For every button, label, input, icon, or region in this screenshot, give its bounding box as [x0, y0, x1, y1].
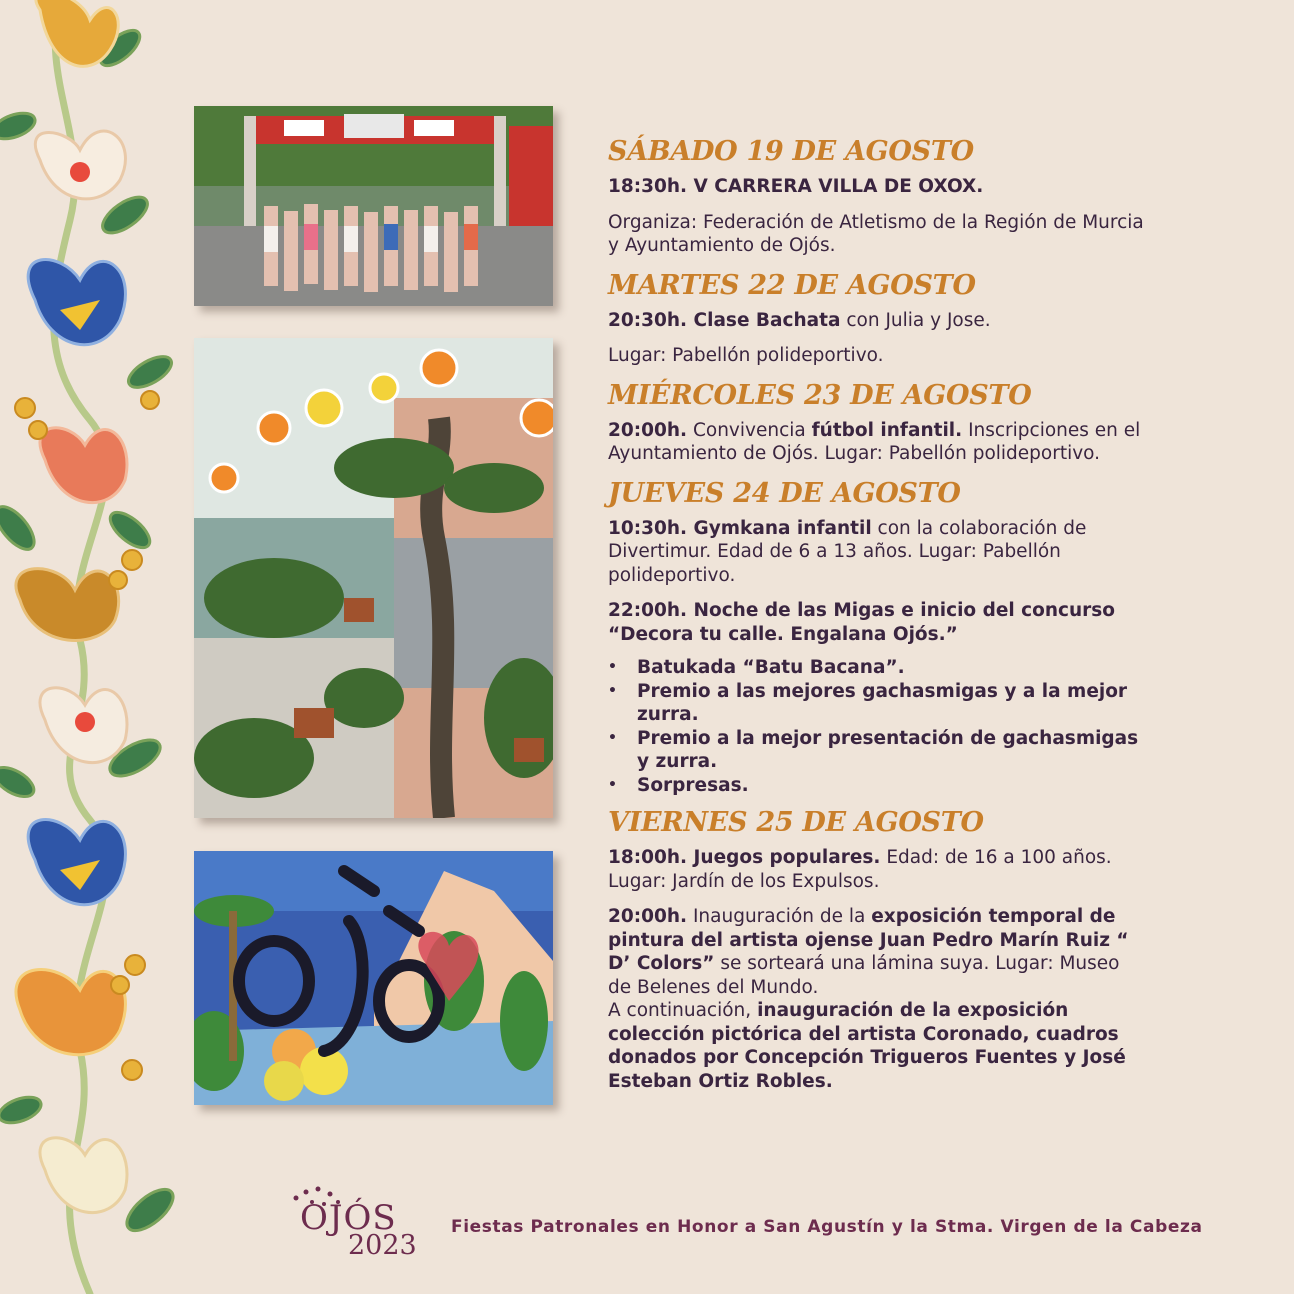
event-highlight: 18:30h. V CARRERA VILLA DE OXOX. [608, 176, 984, 197]
event-text: Organiza: Federación de Atletismo de la Región de Murcia y Ayuntamiento de Ojós. [608, 211, 1144, 256]
event-highlight: exposición temporal de pintura del artista ojense Juan Pedro Marín Ruiz “ D’ Colors” [608, 906, 1129, 974]
event-text: Lugar: Pabellón polideportivo. [608, 345, 884, 366]
event-highlight: inauguración de la exposición colección pictórica del artista Coronado, cuadros donados por Concepción Trigueros Fuentes y José Esteban Ortiz Robles. [608, 1000, 1126, 1092]
day-section [608, 478, 1148, 798]
floral-border-decoration [0, 0, 200, 1294]
event-paragraph [608, 846, 1148, 893]
race-photo [194, 106, 553, 306]
event-paragraph [608, 211, 1148, 258]
event-text: se sorteará una lámina suya. Lugar: Museo de Belenes del Mundo. [608, 953, 1120, 998]
day-heading: MARTES 22 DE AGOSTO [608, 269, 976, 301]
event-highlight: fútbol infantil. [811, 419, 963, 441]
event-text: Inscripciones en el Ayuntamiento de Ojós. Lugar: Pabellón polideportivo. [608, 419, 1141, 464]
event-paragraph [608, 905, 1148, 1093]
day-section [608, 136, 1148, 258]
day-heading: MIÉRCOLES 23 DE AGOSTO [608, 379, 1032, 411]
event-highlight: 18:00h. Juegos populares. [608, 847, 881, 868]
event-paragraph [608, 419, 1148, 466]
event-highlight: 20:00h. [608, 419, 688, 441]
day-heading: JUEVES 24 DE AGOSTO [608, 477, 961, 509]
activity-item: • Batukada “Batu Bacana”. [608, 656, 1148, 680]
day-section [608, 380, 1148, 466]
logo-year: 2023 [348, 1230, 417, 1261]
event-text: A continuación, [608, 1000, 758, 1021]
activity-list [608, 656, 1148, 797]
event-text: Inauguración de la [687, 906, 872, 927]
event-paragraph [608, 309, 1148, 333]
event-paragraph [608, 599, 1148, 646]
event-paragraph [608, 175, 1148, 199]
event-paragraph [608, 517, 1148, 588]
painting-photo [194, 851, 553, 1105]
event-text: Convivencia [687, 419, 812, 441]
event-highlight: 20:30h. Clase Bachata [608, 309, 841, 331]
decorated-street-photo [194, 338, 553, 818]
day-section [608, 270, 1148, 368]
event-highlight: 10:30h. Gymkana infantil [608, 517, 872, 539]
logo-name: OJÓS [300, 1198, 397, 1238]
event-text: con la colaboración de Divertimur. Edad de 6 a 13 años. Lugar: Pabellón polideportivo. [608, 517, 1087, 586]
day-heading: SÁBADO 19 DE AGOSTO [608, 136, 974, 167]
activity-item: • Sorpresas. [608, 774, 1148, 798]
event-text: con Julia y Jose. [840, 309, 991, 331]
event-text: Edad: de 16 a 100 años. Lugar: Jardín de los Expulsos. [608, 847, 1112, 892]
activity-item: • Premio a las mejores gachasmigas y a la mejor zurra. [608, 680, 1148, 727]
event-highlight: 22:00h. Noche de las Migas e inicio del concurso “Decora tu calle. Engalana Ojós.” [608, 600, 1115, 645]
event-paragraph [608, 344, 1148, 368]
day-heading: VIERNES 25 DE AGOSTO [608, 807, 984, 838]
footer-text: Fiestas Patronales en Honor a San Agustín y la Stma. Virgen de la Cabeza [451, 1217, 1203, 1237]
event-highlight: 20:00h. [608, 906, 688, 927]
activity-item: • Premio a la mejor presentación de gachasmigas y zurra. [608, 727, 1148, 774]
schedule-content [608, 136, 1148, 1105]
day-section [608, 807, 1148, 1093]
